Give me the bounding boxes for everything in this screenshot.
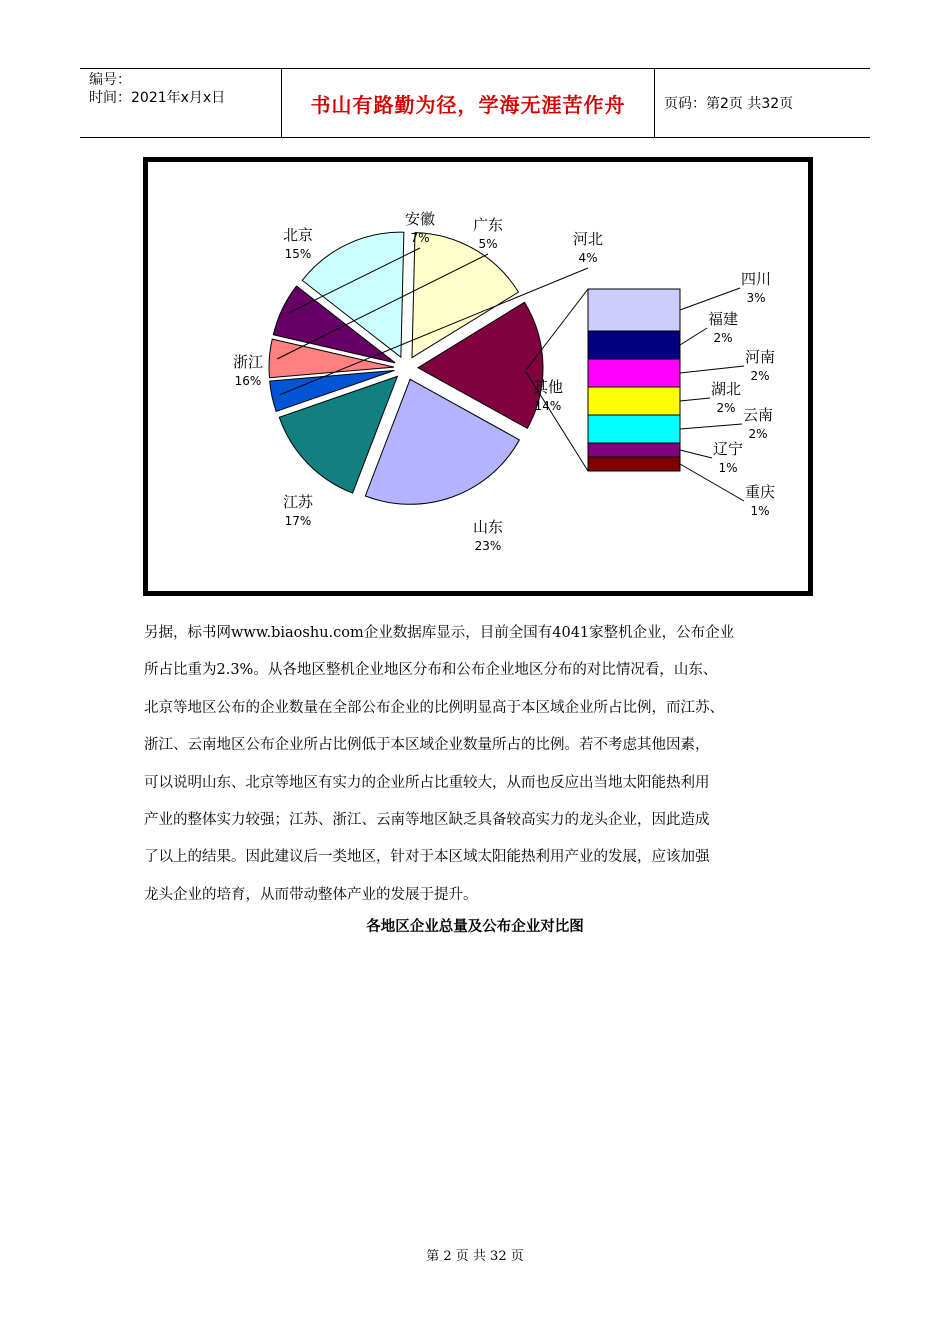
breakdown-percent-河南: 2% <box>750 369 770 383</box>
breakdown-segment-福建 <box>588 331 680 359</box>
breakdown-segment-云南 <box>588 415 680 443</box>
header-page-label: 页码：第2页 共32页 <box>664 96 794 112</box>
breakdown-label-河南: 河南 <box>744 348 776 366</box>
body-line: 可以说明山东、北京等地区有实力的企业所占比重较大，从而也反应出当地太阳能热利用 <box>144 774 710 791</box>
breakdown-segment-四川 <box>588 289 680 331</box>
breakdown-label-福建: 福建 <box>707 310 739 328</box>
slice-percent-江苏: 17% <box>284 514 312 528</box>
slice-percent-其他: 14% <box>534 399 562 413</box>
breakdown-label-重庆: 重庆 <box>744 483 776 501</box>
breakdown-percent-四川: 3% <box>746 291 766 305</box>
body-line: 了以上的结果。因此建议后一类地区，针对于本区域太阳能热利用产业的发展，应该加强 <box>144 849 710 866</box>
header-motto: 书山有路勤为径，学海无涯苦作舟 <box>281 69 655 137</box>
breakdown-label-辽宁: 辽宁 <box>712 440 744 458</box>
body-line: 所占比重为2.3%。从各地区整机企业地区分布和公布企业地区分布的对比情况看，山东、 <box>144 662 718 679</box>
breakdown-segment-湖北 <box>588 387 680 415</box>
body-line: 另据，标书网www.biaoshu.com企业数据库显示，目前全国有4041家整机企业，公布企业 <box>144 625 735 641</box>
body-line: 龙头企业的培育，从而带动整体产业的发展于提升。 <box>144 886 478 903</box>
breakdown-leader-云南 <box>680 424 742 429</box>
serial-label: 编号： <box>89 72 131 88</box>
slice-label-浙江: 浙江 <box>232 353 264 371</box>
slice-label-北京: 北京 <box>282 226 314 244</box>
body-line: 浙江、云南地区公布企业所占比例低于本区域企业数量所占的比例。若不考虑其他因素， <box>144 737 710 754</box>
slice-percent-山东: 23% <box>474 539 502 553</box>
header-left-cell <box>80 69 280 139</box>
slice-label-山东: 山东 <box>472 518 504 536</box>
breakdown-percent-云南: 2% <box>748 427 768 441</box>
breakdown-leader-湖北 <box>680 398 710 401</box>
figure-caption: 各地区企业总量及公布企业对比图 <box>366 919 584 935</box>
date-label: 时间：2021年x月x日 <box>89 90 226 106</box>
breakdown-percent-福建: 2% <box>713 331 733 345</box>
slice-percent-广东: 5% <box>478 237 498 251</box>
pie-chart <box>148 162 808 591</box>
breakdown-bar <box>588 289 680 471</box>
slice-percent-河北: 4% <box>578 251 598 265</box>
slice-label-河北: 河北 <box>572 230 604 248</box>
page-footer: 第 2 页 共 32 页 <box>426 1249 524 1264</box>
pie-chart-frame <box>143 157 813 596</box>
slice-percent-北京: 15% <box>284 247 312 261</box>
breakdown-segment-辽宁 <box>588 443 680 457</box>
body-paragraph <box>144 615 824 914</box>
slice-label-其他: 其他 <box>532 378 564 396</box>
breakdown-label-湖北: 湖北 <box>710 380 742 398</box>
slice-label-广东: 广东 <box>472 216 504 234</box>
pie-slices <box>269 232 543 504</box>
slice-percent-浙江: 16% <box>234 374 262 388</box>
breakdown-percent-辽宁: 1% <box>718 461 738 475</box>
breakdown-leader-辽宁 <box>680 450 712 458</box>
breakdown-segment-重庆 <box>588 457 680 471</box>
slice-label-安徽: 安徽 <box>404 210 436 228</box>
breakdown-leader-河南 <box>680 366 744 373</box>
breakdown-label-云南: 云南 <box>742 406 774 424</box>
breakdown-leader-四川 <box>680 288 740 310</box>
breakdown-segment-河南 <box>588 359 680 387</box>
breakdown-percent-重庆: 1% <box>750 504 770 518</box>
slice-percent-安徽: 7% <box>410 231 430 245</box>
slice-label-江苏: 江苏 <box>282 493 314 511</box>
breakdown-label-四川: 四川 <box>740 270 772 288</box>
body-line: 产业的整体实力较强；江苏、浙江、云南等地区缺乏具备较高实力的龙头企业，因此造成 <box>144 812 710 829</box>
breakdown-percent-湖北: 2% <box>716 401 736 415</box>
page-header <box>80 68 870 138</box>
breakdown-leader-福建 <box>680 328 707 345</box>
body-line: 北京等地区公布的企业数量在全部公布企业的比例明显高于本区域企业所占比例，而江苏、 <box>144 699 724 716</box>
